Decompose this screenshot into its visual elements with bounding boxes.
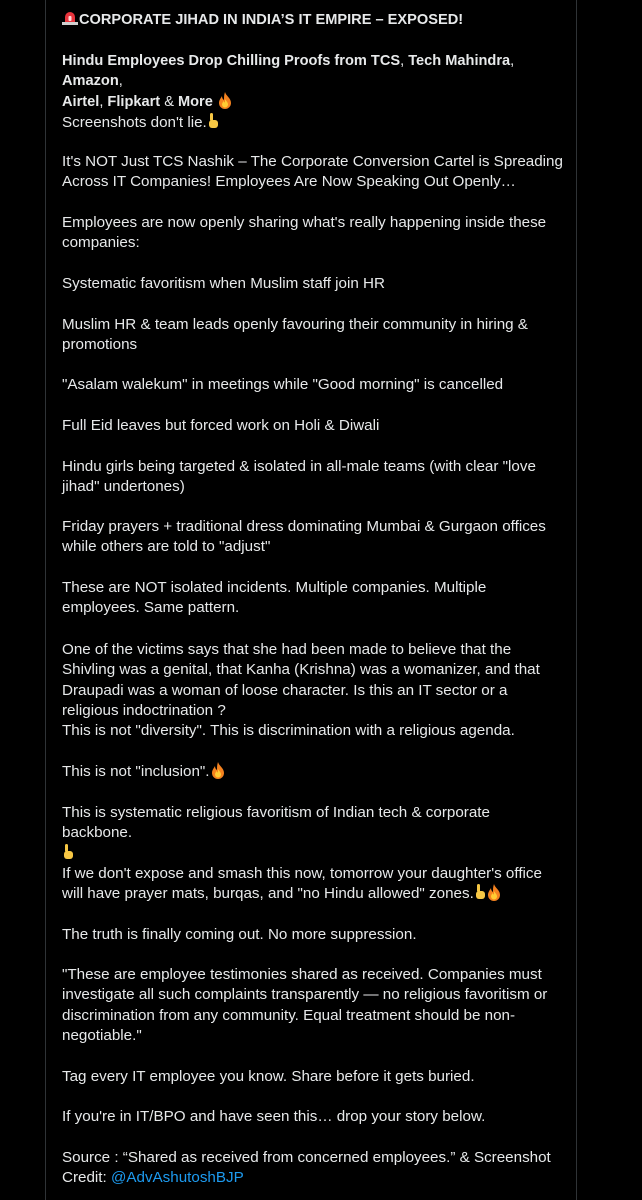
paragraph-text: If you're in IT/BPO and have seen this… drop your story below.	[62, 1108, 486, 1125]
paragraph-not-just	[62, 152, 567, 193]
subtitle-separator: &	[160, 93, 178, 110]
paragraph-sharing	[62, 213, 552, 254]
fire-icon	[210, 762, 226, 779]
paragraph-inclusion	[62, 762, 226, 782]
paragraph-text: If we don't expose and smash this now, tomorrow your daughter's office will have prayer mats, burqas, and "no Hindu allowed" zones.	[62, 865, 542, 903]
paragraph-screenshots	[62, 113, 219, 133]
paragraph-text: This is systematic religious favoritism of Indian tech & corporate backbone.	[62, 804, 490, 842]
paragraph-tag	[62, 1067, 475, 1087]
paragraph-text: "These are employee testimonies shared as received. Companies must investigate all such complaints transparently — no religious favoritism or discrimination from any community. Equal treatment should be non-negotiable."	[62, 966, 548, 1045]
paragraph-source	[62, 1148, 557, 1189]
paragraph-text: Tag every IT employee you know. Share before it gets buried.	[62, 1068, 475, 1085]
paragraph-text: This is not "inclusion".	[62, 763, 210, 780]
subtitle-segment: Flipkart	[107, 93, 161, 110]
paragraph-not-isolated	[62, 578, 562, 619]
subtitle-segment: Hindu Employees Drop Chilling Proofs from TCS	[62, 53, 401, 69]
paragraph-text: Employees are now openly sharing what's really happening inside these companies:	[62, 214, 547, 252]
post-title-line	[62, 10, 582, 30]
paragraph-text: Hindu girls being targeted & isolated in all-male teams (with clear "love jihad" undertones)	[62, 458, 536, 496]
paragraph-truth	[62, 925, 417, 945]
paragraph-text: Friday prayers + traditional dress dominating Mumbai & Gurgaon offices while others are told to "adjust"	[62, 518, 546, 556]
paragraph-text: The truth is finally coming out. No more suppression.	[62, 926, 417, 943]
post-title: CORPORATE JIHAD IN INDIA’S IT EMPIRE – EXPOSED!	[79, 12, 464, 28]
pointing-up-icon	[474, 884, 486, 900]
paragraph-text: These are NOT isolated incidents. Multiple companies. Multiple employees. Same pattern.	[62, 579, 487, 617]
subtitle-separator: ,	[118, 73, 123, 90]
paragraph-friday	[62, 517, 557, 558]
paragraph-text: Full Eid leaves but forced work on Holi & Diwali	[62, 417, 380, 434]
paragraph-text: This is not "diversity". This is discrimination with a religious agenda.	[62, 722, 515, 739]
subtitle-segment: Airtel	[62, 93, 100, 110]
paragraph-text: "Asalam walekum" in meetings while "Good morning" is cancelled	[62, 376, 504, 393]
paragraph-asalam	[62, 375, 503, 395]
subtitle-segment: Amazon	[62, 73, 119, 90]
fire-icon	[217, 92, 233, 109]
paragraph-text: Systematic favoritism when Muslim staff join HR	[62, 275, 385, 292]
paragraph-victim	[62, 640, 567, 722]
pointing-up-icon	[62, 844, 74, 860]
paragraph-story	[62, 1107, 485, 1127]
paragraph-text: Source : “Shared as received from concerned employees.” & Screenshot Credit:	[62, 1149, 551, 1187]
paragraph-expose	[62, 864, 567, 905]
post-subtitle	[62, 51, 567, 112]
siren-icon	[62, 11, 78, 25]
paragraph-text: It's NOT Just TCS Nashik – The Corporate Conversion Cartel is Spreading Across IT Companies! Employees Are Now Speaking Out Openly…	[62, 153, 563, 191]
paragraph-favoritism-hr	[62, 274, 385, 294]
paragraph-text: Muslim HR & team leads openly favouring their community in hiring & promotions	[62, 316, 528, 354]
paragraph-systematic	[62, 803, 562, 864]
subtitle-segment: Tech Mahindra	[408, 53, 511, 69]
paragraph-text: One of the victims says that she had been made to believe that the Shivling was a genital, that Kanha (Krishna) was a womanizer, and that Draupadi was a woman of loose character. Is this an IT sector or a religious indoctrination ?	[62, 641, 540, 720]
subtitle-separator: ,	[510, 53, 515, 69]
mention-link[interactable]: @AdvAshutoshBJP	[110, 1169, 244, 1187]
paragraph-text: Screenshots don't lie.	[62, 114, 207, 131]
paragraph-hr-leads	[62, 315, 562, 356]
subtitle-separator: ,	[99, 93, 108, 110]
pointing-up-icon	[207, 113, 219, 129]
paragraph-girls	[62, 457, 572, 498]
paragraph-eid	[62, 416, 379, 436]
subtitle-separator: ,	[400, 53, 409, 69]
paragraph-testimonies	[62, 965, 567, 1047]
fire-icon	[486, 884, 502, 901]
paragraph-diversity	[62, 721, 567, 741]
subtitle-segment: More	[177, 93, 217, 110]
